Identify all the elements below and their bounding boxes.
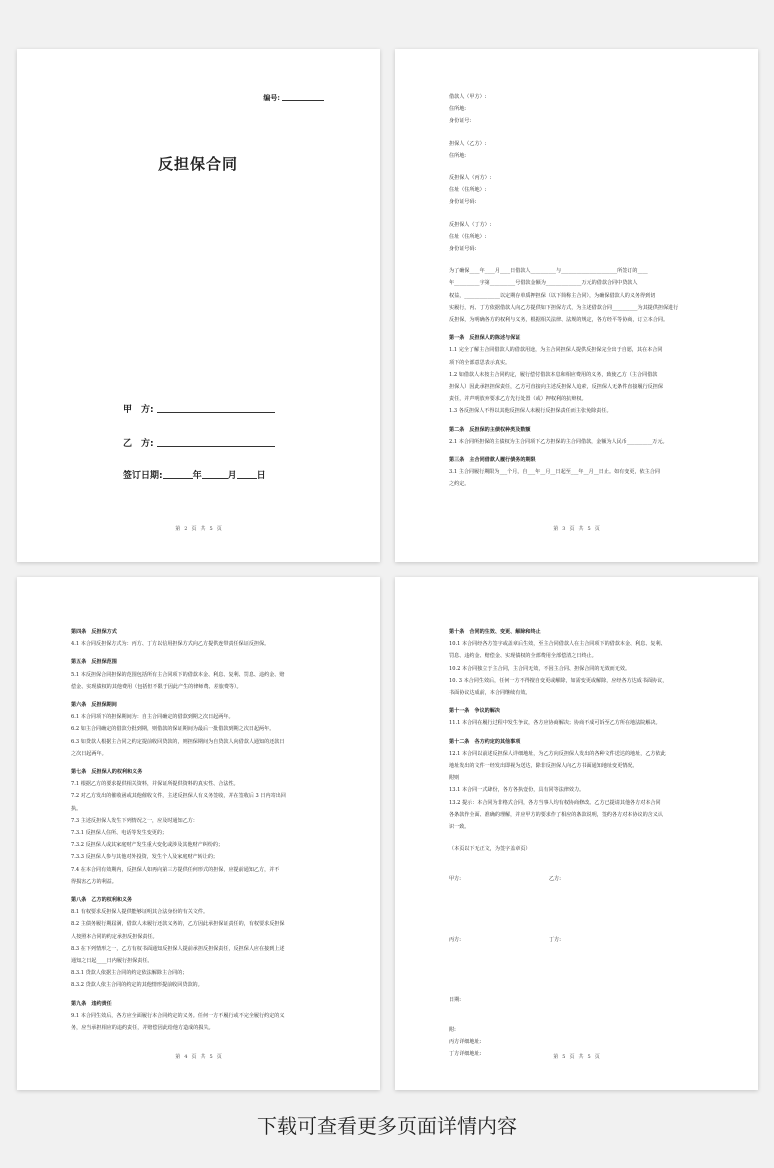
clause-line: 3.1 主合同履行期限为___个月，自___年__月__日起至___年__月__日止。如有变更，依主合同 xyxy=(449,469,660,476)
clause-line: 10. 3 本合同生效后，任何一方不得擅自变更或解除，如需变更或解除，应经各方达成书面协议， xyxy=(449,677,668,684)
clause-heading: 第四条 反担保方式 xyxy=(71,629,117,635)
clause-line: 11.1 本合同在履行过程中发生争议，各方应协商解决；协商不成可诉至乙方所在地法院解决。 xyxy=(449,720,661,727)
sign-date-label: 签订日期: xyxy=(123,471,163,481)
address-d-label: 丁方详细地址: xyxy=(449,1051,482,1058)
clause-line: 10.2 本合同独立于主合同，主合同无效，不因主合同、担保合同的无效而无效。 xyxy=(449,665,631,672)
clause-line: 住址（住所地）: xyxy=(449,187,487,194)
contract-page-3 xyxy=(395,49,758,562)
party-b-label: 乙 方: xyxy=(123,439,154,449)
clause-line: 身份证号码: xyxy=(449,199,477,206)
sign-date-row xyxy=(123,468,266,481)
clause-line: 7.2 对乙方发出的催收函或其他催收文件，主述反担保人有义务签收，并在签收后 3 日内寄出回 xyxy=(71,793,286,800)
clause-heading: 第七条 反担保人的权利和义务 xyxy=(71,769,143,776)
clause-heading: 第六条 反担保期间 xyxy=(71,702,117,709)
signature-row-cd xyxy=(449,934,708,946)
download-caption[interactable]: 下载可查看更多页面详情内容 xyxy=(257,1114,517,1138)
serial-label: 编号: xyxy=(263,93,280,102)
clause-line: 权益，______________以定期存单质押担保（以下简称主合同），为确保借款人的义务得到切 xyxy=(449,292,656,299)
clause-line: 反担保人（丁方）: xyxy=(449,221,492,228)
clause-line: 务，应当承担相应的违约责任，并赔偿因此给他方造成的损失。 xyxy=(71,1025,214,1032)
clause-line: 4.1 本合同反担保方式为：丙方、丁方以信用担保方式向乙方提供连带责任保证反担保。 xyxy=(71,641,270,648)
clause-line: 7.1 根据乙方的要求提供相关资料，并保证所提供资料的真实性、合法性。 xyxy=(71,781,239,788)
clause-line: 9.1 本合同生效后，各方应全面履行本合同约定的义务。任何一方不履行或不完全履行约定的义 xyxy=(71,1012,285,1019)
clause-line: 12.1 本合同以前述反担保人详细地址，为乙方向反担保人发出的各种文件送达的地址，乙方依此 xyxy=(449,750,666,757)
spacer xyxy=(449,209,708,219)
clause-line: 反担保，为明确各方的权利与义务，根据相关法律、法规的规定，各方经平等协商，订立本合同。 xyxy=(449,317,669,324)
clause-line: 2.1 本合同所担保的主债权为主合同项下乙方担保的主合同借款，金额为人民币__________万元。 xyxy=(449,438,668,445)
contract-page-4 xyxy=(17,577,380,1090)
clause-line: 责任，并声明放弃要求乙方先行处置（或）押权利的抗辩权。 xyxy=(449,396,587,403)
clause-line: 6.2 如主合同确定的借款分批到期，则借款的保证期间为最后一批借款到期之次日起两年。 xyxy=(71,726,275,733)
attach-label: 附: xyxy=(449,1027,456,1034)
clause-line: （本页以下无正文，为签字盖章页） xyxy=(449,846,531,853)
day-label: 日 xyxy=(256,471,266,481)
sign-b-label: 乙方: xyxy=(549,876,561,883)
serial-number-field xyxy=(263,93,324,103)
spacer xyxy=(449,162,708,172)
clause-heading: 第十一条 争议的解决 xyxy=(449,708,500,715)
spacer xyxy=(449,255,708,265)
clause-heading: 第十二条 各方约定的其他事项 xyxy=(449,738,521,745)
clause-line: 之次日起两年。 xyxy=(71,750,107,757)
clause-line: 担保人）因此承担担保责任，乙方可直接向主述反担保人追索，反担保人无条件直接履行反担保 xyxy=(449,384,663,391)
clause-heading: 第一条 反担保人的陈述与保证 xyxy=(449,335,521,342)
clause-line: 8.3.2 贷款人依主合同的约定的其他情形提前收回贷款的。 xyxy=(71,982,203,989)
clause-line: 年__________字第__________号借款金额为______________万元的借款合同中贷款人 xyxy=(449,280,638,287)
clause-heading: 第十条 合同的生效、变更、解除和终止 xyxy=(449,629,541,635)
clause-line: 实履行，丙、丁方依据借款人向乙方提供如下担保方式，为主述借款合同__________为其提供担保进行 xyxy=(449,304,679,311)
clause-heading: 第三条 主合同借款人履行债务的期限 xyxy=(449,457,536,464)
clause-line: 8.3.1 贷款人依据主合同的约定依法解除主合同的； xyxy=(71,970,188,977)
clause-line: 1.2 如借款人未按主合同约定，履行偿付借款本息和相应费用的义务，致使乙方（主合同借款 xyxy=(449,371,658,378)
page-5-clauses xyxy=(449,626,708,855)
clause-line: 执。 xyxy=(71,805,82,812)
cover-page xyxy=(17,49,380,562)
clause-line: 罚息、违约金、赔偿金、实现债权的全部费用全部偿清之日终止。 xyxy=(449,653,597,660)
clause-line: 反担保人（丙方）: xyxy=(449,175,492,182)
clause-line: 项下的全部意思表示真实。 xyxy=(449,359,511,366)
sign-a-label: 甲方: xyxy=(449,876,461,883)
clause-heading: 第八条 乙方的权利和义务 xyxy=(71,897,133,904)
clause-line: 7.3 主述反担保人发生下列情况之一，应及时通知乙方： xyxy=(71,817,198,824)
clause-line: 5.1 本反担保合同担保的范围包括所有主合同项下的借款本金、利息、复利、罚息、违约金、赔 xyxy=(71,671,285,678)
clause-line: 7.4 在本合同有效期内，反担保人如再向第三方提供任何形式的担保，应提前通知乙方，并不 xyxy=(71,866,280,873)
page-footer: 第 5 页 共 5 页 xyxy=(553,1054,600,1060)
contract-title: 反担保合同 xyxy=(158,155,239,173)
clause-line: 13.1 本合同一式肆份，各方各执壹份，具有同等法律效力。 xyxy=(449,787,585,794)
party-b-row xyxy=(123,436,275,449)
page-4-body xyxy=(71,620,330,1034)
page-footer: 第 4 页 共 5 页 xyxy=(175,1054,222,1060)
party-a-blank xyxy=(157,402,275,413)
clause-line: 1.1 完全了解主合同借款人的借款用途，为主合同担保人提供反担保完全出于自愿，其在本合同 xyxy=(449,347,663,354)
clause-line: 各条款作全面、准确的理解，并应甲方的要求作了相应的条款说明，签约各方对本协议的含义认 xyxy=(449,811,663,818)
clause-line: 识一致。 xyxy=(449,824,470,831)
clause-line: 住所地: xyxy=(449,152,466,159)
clause-line: 8.1 有权要求反担保人提供能够证明其合法身份的有关文件。 xyxy=(71,909,209,916)
clause-heading: 第九条 违约责任 xyxy=(71,1000,112,1007)
clause-line: 13.2 提示：本合同为非格式合同，各方当事人均有权协商修改。乙方已提请其他各方对本合同 xyxy=(449,799,661,806)
clause-line: 7.3.3 反担保人参与其他对外投资，发生个人及家庭财产转让的； xyxy=(71,854,219,861)
clause-line: 地址发出的文件一经发出即视为送达，除非反担保人向乙方书面通知地址变更情况。 xyxy=(449,763,638,770)
clause-line: 偿金、实现债权的其他费用（包括但不限于因此产生的律师费、差旅费等）。 xyxy=(71,683,242,690)
clause-line: 6.3 如贷款人根据主合同之约定提前收回贷款的，则担保期间为自贷款人向借款人通知的还款日 xyxy=(71,738,285,745)
page-5-body xyxy=(449,620,708,1061)
clause-line: 之约定。 xyxy=(449,481,470,488)
clause-line: 身份证号: xyxy=(449,118,472,125)
clause-line: 1.3 各反担保人不得以其他反担保人未履行反担保责任而主张免除责任。 xyxy=(449,408,612,415)
clause-line: 身份证号码: xyxy=(449,246,477,253)
clause-line: 附则 xyxy=(449,775,460,782)
clause-line: 书面协议达成前，本合同继续有效。 xyxy=(449,690,531,697)
clause-line: 得损害乙方的利益。 xyxy=(71,878,117,885)
clause-line: 借款人（甲方）: xyxy=(449,94,487,100)
clause-line: 人按照本合同的约定承担反担保责任。 xyxy=(71,933,158,940)
clause-line: 7.3.2 反担保人或其家庭财产发生重大变化或涉及其他财产纠纷的； xyxy=(71,842,224,849)
signature-row-ab xyxy=(449,873,708,885)
clause-line: 6.1 本合同项下的担保期间为：自主合同确定的借款到期之次日起两年。 xyxy=(71,714,234,721)
clause-line: 住所地: xyxy=(449,106,466,113)
page-footer: 第 2 页 共 5 页 xyxy=(175,526,222,532)
party-b-blank xyxy=(157,436,275,447)
page-footer: 第 3 页 共 5 页 xyxy=(553,526,600,532)
spacer xyxy=(449,833,708,843)
clause-heading: 第五条 反担保范围 xyxy=(71,659,117,666)
date-label: 日期: xyxy=(449,996,461,1003)
clause-line: 担保人（乙方）: xyxy=(449,140,487,147)
party-a-label: 甲 方: xyxy=(123,405,154,415)
party-a-row xyxy=(123,402,275,415)
clause-line: 7.3.1 反担保人住所、电话等发生变更的； xyxy=(71,830,168,837)
clause-line: 8.3 在下列情形之一，乙方有权书面通知反担保人提前承担反担保责任，反担保人应在接到上述 xyxy=(71,945,285,952)
clause-line: 通知之日起____日内履行担保责任。 xyxy=(71,958,153,965)
contract-page-5 xyxy=(395,577,758,1090)
clause-line: 10.1 本合同经各方签字或盖章后生效，至主合同借款人在主合同项下的借款本金、利息、复利、 xyxy=(449,641,666,648)
spacer xyxy=(449,128,708,138)
page-3-body xyxy=(449,91,708,491)
clause-heading: 第二条 反担保的主债权种类及数额 xyxy=(449,426,531,433)
sign-c-label: 丙方: xyxy=(449,936,461,943)
clause-line: 8.2 主债务履行期届满，借款人未履行还款义务的，乙方因此承担保证责任的，有权要求反担保 xyxy=(71,921,285,928)
month-label: 月 xyxy=(227,471,237,481)
sign-d-label: 丁方: xyxy=(549,936,561,943)
clause-line: 住址（住所地）: xyxy=(449,233,487,240)
address-c-label: 丙方详细地址: xyxy=(449,1039,482,1046)
clause-line: 为了确保____年____月____日借款人__________与______________________所签订的____ xyxy=(449,268,648,275)
year-label: 年 xyxy=(192,471,202,481)
